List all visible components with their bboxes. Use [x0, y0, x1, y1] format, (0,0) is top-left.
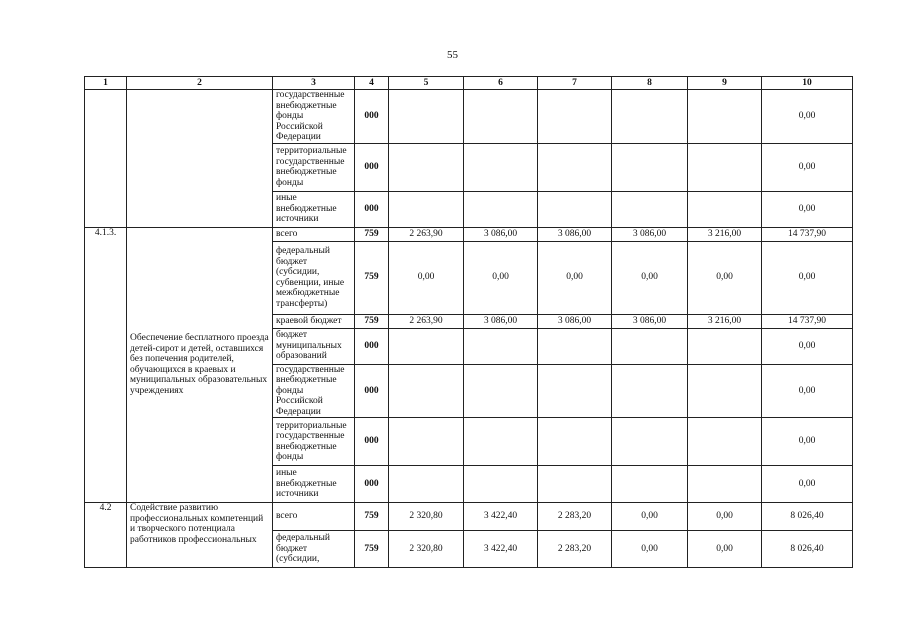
col-header: 3: [273, 77, 355, 90]
value-cell: 3 086,00: [612, 227, 688, 241]
empty-index-cell: [85, 90, 127, 228]
col-header: 10: [762, 77, 853, 90]
value-cell: 0,00: [464, 241, 538, 314]
source-cell: территориальные государственные внебюджетные фонды: [273, 143, 355, 191]
col-header: 9: [688, 77, 762, 90]
code-cell: 000: [355, 90, 389, 144]
total-cell: 14 737,90: [762, 314, 853, 328]
total-cell: 0,00: [762, 418, 853, 466]
code-cell: 759: [355, 241, 389, 314]
table-row: [85, 90, 853, 144]
col-header: 6: [464, 77, 538, 90]
budget-table: [84, 76, 853, 568]
value-cell: 2 263,90: [389, 314, 464, 328]
source-cell: всего: [273, 227, 355, 241]
value-cell: 2 320,80: [389, 531, 464, 568]
value-cell: 3 086,00: [464, 227, 538, 241]
table-row: [85, 227, 853, 241]
total-cell: 0,00: [762, 328, 853, 364]
value-cell: 0,00: [688, 531, 762, 568]
row-description: Обеспечение бесплатного проезда детей-сирот и детей, оставшихся без попечения родителей, обучающихся в краевых и муниципальных образовательных учреждениях: [127, 227, 273, 503]
total-cell: 0,00: [762, 90, 853, 144]
code-cell: 759: [355, 314, 389, 328]
source-cell: федеральный бюджет (субсидии,: [273, 531, 355, 568]
row-index: 4.1.3.: [85, 227, 127, 503]
col-header: 1: [85, 77, 127, 90]
total-cell: 0,00: [762, 466, 853, 503]
value-cell: 0,00: [538, 241, 612, 314]
page-number: 55: [447, 49, 458, 61]
value-cell: 2 283,20: [538, 503, 612, 531]
value-cell: 2 320,80: [389, 503, 464, 531]
source-cell: бюджет муниципальных образований: [273, 328, 355, 364]
header-row: [85, 77, 853, 90]
value-cell: 3 422,40: [464, 531, 538, 568]
value-cell: 0,00: [688, 503, 762, 531]
code-cell: 759: [355, 531, 389, 568]
value-cell: 2 263,90: [389, 227, 464, 241]
code-cell: 000: [355, 191, 389, 227]
value-cell: 3 086,00: [464, 314, 538, 328]
source-cell: иные внебюджетные источники: [273, 466, 355, 503]
total-cell: 8 026,40: [762, 531, 853, 568]
code-cell: 759: [355, 227, 389, 241]
value-cell: 0,00: [612, 503, 688, 531]
source-cell: федеральный бюджет (субсидии, субвенции, иные межбюджетные трансферты): [273, 241, 355, 314]
source-cell: государственные внебюджетные фонды Российской Федерации: [273, 364, 355, 418]
code-cell: 000: [355, 466, 389, 503]
total-cell: 8 026,40: [762, 503, 853, 531]
col-header: 2: [127, 77, 273, 90]
source-cell: всего: [273, 503, 355, 531]
empty-desc-cell: [127, 90, 273, 228]
value-cell: 3 422,40: [464, 503, 538, 531]
total-cell: 0,00: [762, 241, 853, 314]
total-cell: 0,00: [762, 191, 853, 227]
row-description: Содействие развитию профессиональных компетенций и творческого потенциала работников профессиональных: [127, 503, 273, 568]
total-cell: 0,00: [762, 143, 853, 191]
value-cell: 3 216,00: [688, 227, 762, 241]
code-cell: 000: [355, 418, 389, 466]
code-cell: 000: [355, 143, 389, 191]
row-index: 4.2: [85, 503, 127, 568]
col-header: 4: [355, 77, 389, 90]
value-cell: 3 086,00: [538, 314, 612, 328]
col-header: 5: [389, 77, 464, 90]
value-cell: 3 216,00: [688, 314, 762, 328]
total-cell: 0,00: [762, 364, 853, 418]
code-cell: 000: [355, 364, 389, 418]
value-cell: 0,00: [612, 241, 688, 314]
source-cell: иные внебюджетные источники: [273, 191, 355, 227]
source-cell: территориальные государственные внебюджетные фонды: [273, 418, 355, 466]
value-cell: 3 086,00: [538, 227, 612, 241]
source-cell: государственные внебюджетные фонды Российской Федерации: [273, 90, 355, 144]
value-cell: 3 086,00: [612, 314, 688, 328]
col-header: 8: [612, 77, 688, 90]
total-cell: 14 737,90: [762, 227, 853, 241]
table-row: [85, 503, 853, 531]
value-cell: 0,00: [688, 241, 762, 314]
value-cell: 0,00: [389, 241, 464, 314]
code-cell: 759: [355, 503, 389, 531]
code-cell: 000: [355, 328, 389, 364]
col-header: 7: [538, 77, 612, 90]
value-cell: 2 283,20: [538, 531, 612, 568]
source-cell: краевой бюджет: [273, 314, 355, 328]
value-cell: 0,00: [612, 531, 688, 568]
